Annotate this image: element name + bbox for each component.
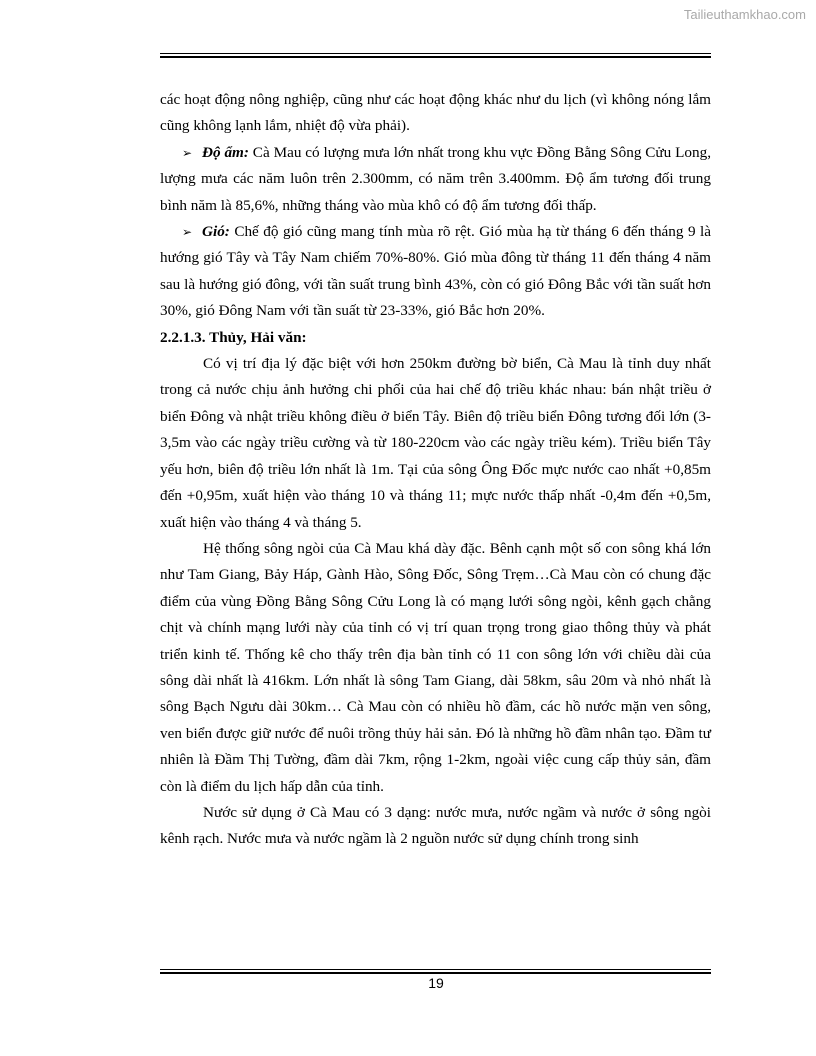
page-number: 19 xyxy=(428,975,444,991)
watermark: Tailieuthamkhao.com xyxy=(683,7,806,22)
humidity-term: Độ ẩm: xyxy=(202,143,249,161)
paragraph-water: Nước sử dụng ở Cà Mau có 3 dạng: nước mưa, nước ngầm và nước ở sông ngòi kênh rạch. Nước mưa và nước ngầm là 2 nguồn nước sử dụng chính trong sinh xyxy=(160,803,711,848)
bullet-humidity xyxy=(160,140,711,219)
paragraph-rivers: Hệ thống sông ngòi của Cà Mau khá dày đặc. Bênh cạnh một số con sông khá lớn như Tam Giang, Bảy Háp, Gành Hào, Sông Đốc, Sông Trẹm…Cà Mau còn có chung đặc điểm của vùng Đồng Bằng Sông Cửu Long là có mạng lưới sông ngòi, kênh gạch chằng chịt và chính mạng lưới này của tỉnh có vị trí quan trọng trong giao thông thủy và phát triển kinh tế. Thống kê cho thấy trên địa bàn tỉnh có 11 con sông lớn với chiều dài của sông dài nhất là 416km. Lớn nhất là sông Tam Giang, dài 58km, sâu 20m và nhỏ nhất là sông Bạch Ngưu dài 30km… Cà Mau còn có nhiều hồ đầm, các hồ nước mặn ven sông, ven biển được giữ nước để nuôi trồng thủy hải sản. Đó là những hồ đầm nhân tạo. Đầm tư nhiên là Đầm Thị Tường, đầm dài 7km, rộng 1-2km, ngoài việc cung cấp thủy sản, đầm còn là điểm du lịch hấp dẫn của tỉnh. xyxy=(160,539,711,795)
footer-rule xyxy=(160,969,711,974)
arrow-bullet-icon: ➢ xyxy=(182,145,193,160)
page-body xyxy=(160,87,711,853)
bullet-wind xyxy=(160,219,711,325)
paragraph-tide: Có vị trí địa lý đặc biệt với hơn 250km đường bờ biển, Cà Mau là tỉnh duy nhất trong cả nước chịu ảnh hưởng chi phối của hai chế độ triều khác nhau: bán nhật triều ở biển Đông và nhật triều không điều ở biển Tây. Biên độ triều biển Đông tương đối lớn (3-3,5m vào các ngày triều cường và từ 180-220cm vào các ngày triều kém). Triều biển Tây yếu hơn, biên độ triều lớn nhất là 1m. Tại của sông Ông Đốc mực nước cao nhất +0,85m đến +0,95m, xuất hiện vào tháng 10 và tháng 11; mực nước thấp nhất -0,4m đến +0,5m, xuất hiện vào tháng 4 và tháng 5. xyxy=(160,355,711,531)
header-rule xyxy=(160,53,711,58)
wind-text: Chế độ gió cũng mang tính mùa rõ rệt. Gió mùa hạ từ tháng 6 đến tháng 9 là hướng gió Tây và Tây Nam chiếm 70%-80%. Gió mùa đông từ tháng 11 đến tháng 4 năm sau là hướng gió đông, với tần suất trung bình 43%, còn có gió Đông Bắc với tần suất hơn 30%, gió Đông Nam với tần suất từ 23-33%, gió Bắc hơn 20%. xyxy=(160,223,711,320)
wind-term: Gió: xyxy=(202,223,230,241)
arrow-bullet-icon: ➢ xyxy=(182,225,193,240)
section-heading: 2.2.1.3. Thủy, Hải văn: xyxy=(160,328,307,346)
paragraph-continuation: các hoạt động nông nghiệp, cũng như các hoạt động khác như du lịch (vì không nóng lắm cũng không lạnh lắm, nhiệt độ vừa phải). xyxy=(160,91,711,135)
humidity-text: Cà Mau có lượng mưa lớn nhất trong khu vực Đồng Bằng Sông Cửu Long, lượng mưa các năm luôn trên 2.300mm, có năm trên 3.400mm. Độ ẩm tương đối trung bình năm là 85,6%, những tháng vào mùa khô có độ ẩm tương đối thấp. xyxy=(160,143,711,214)
